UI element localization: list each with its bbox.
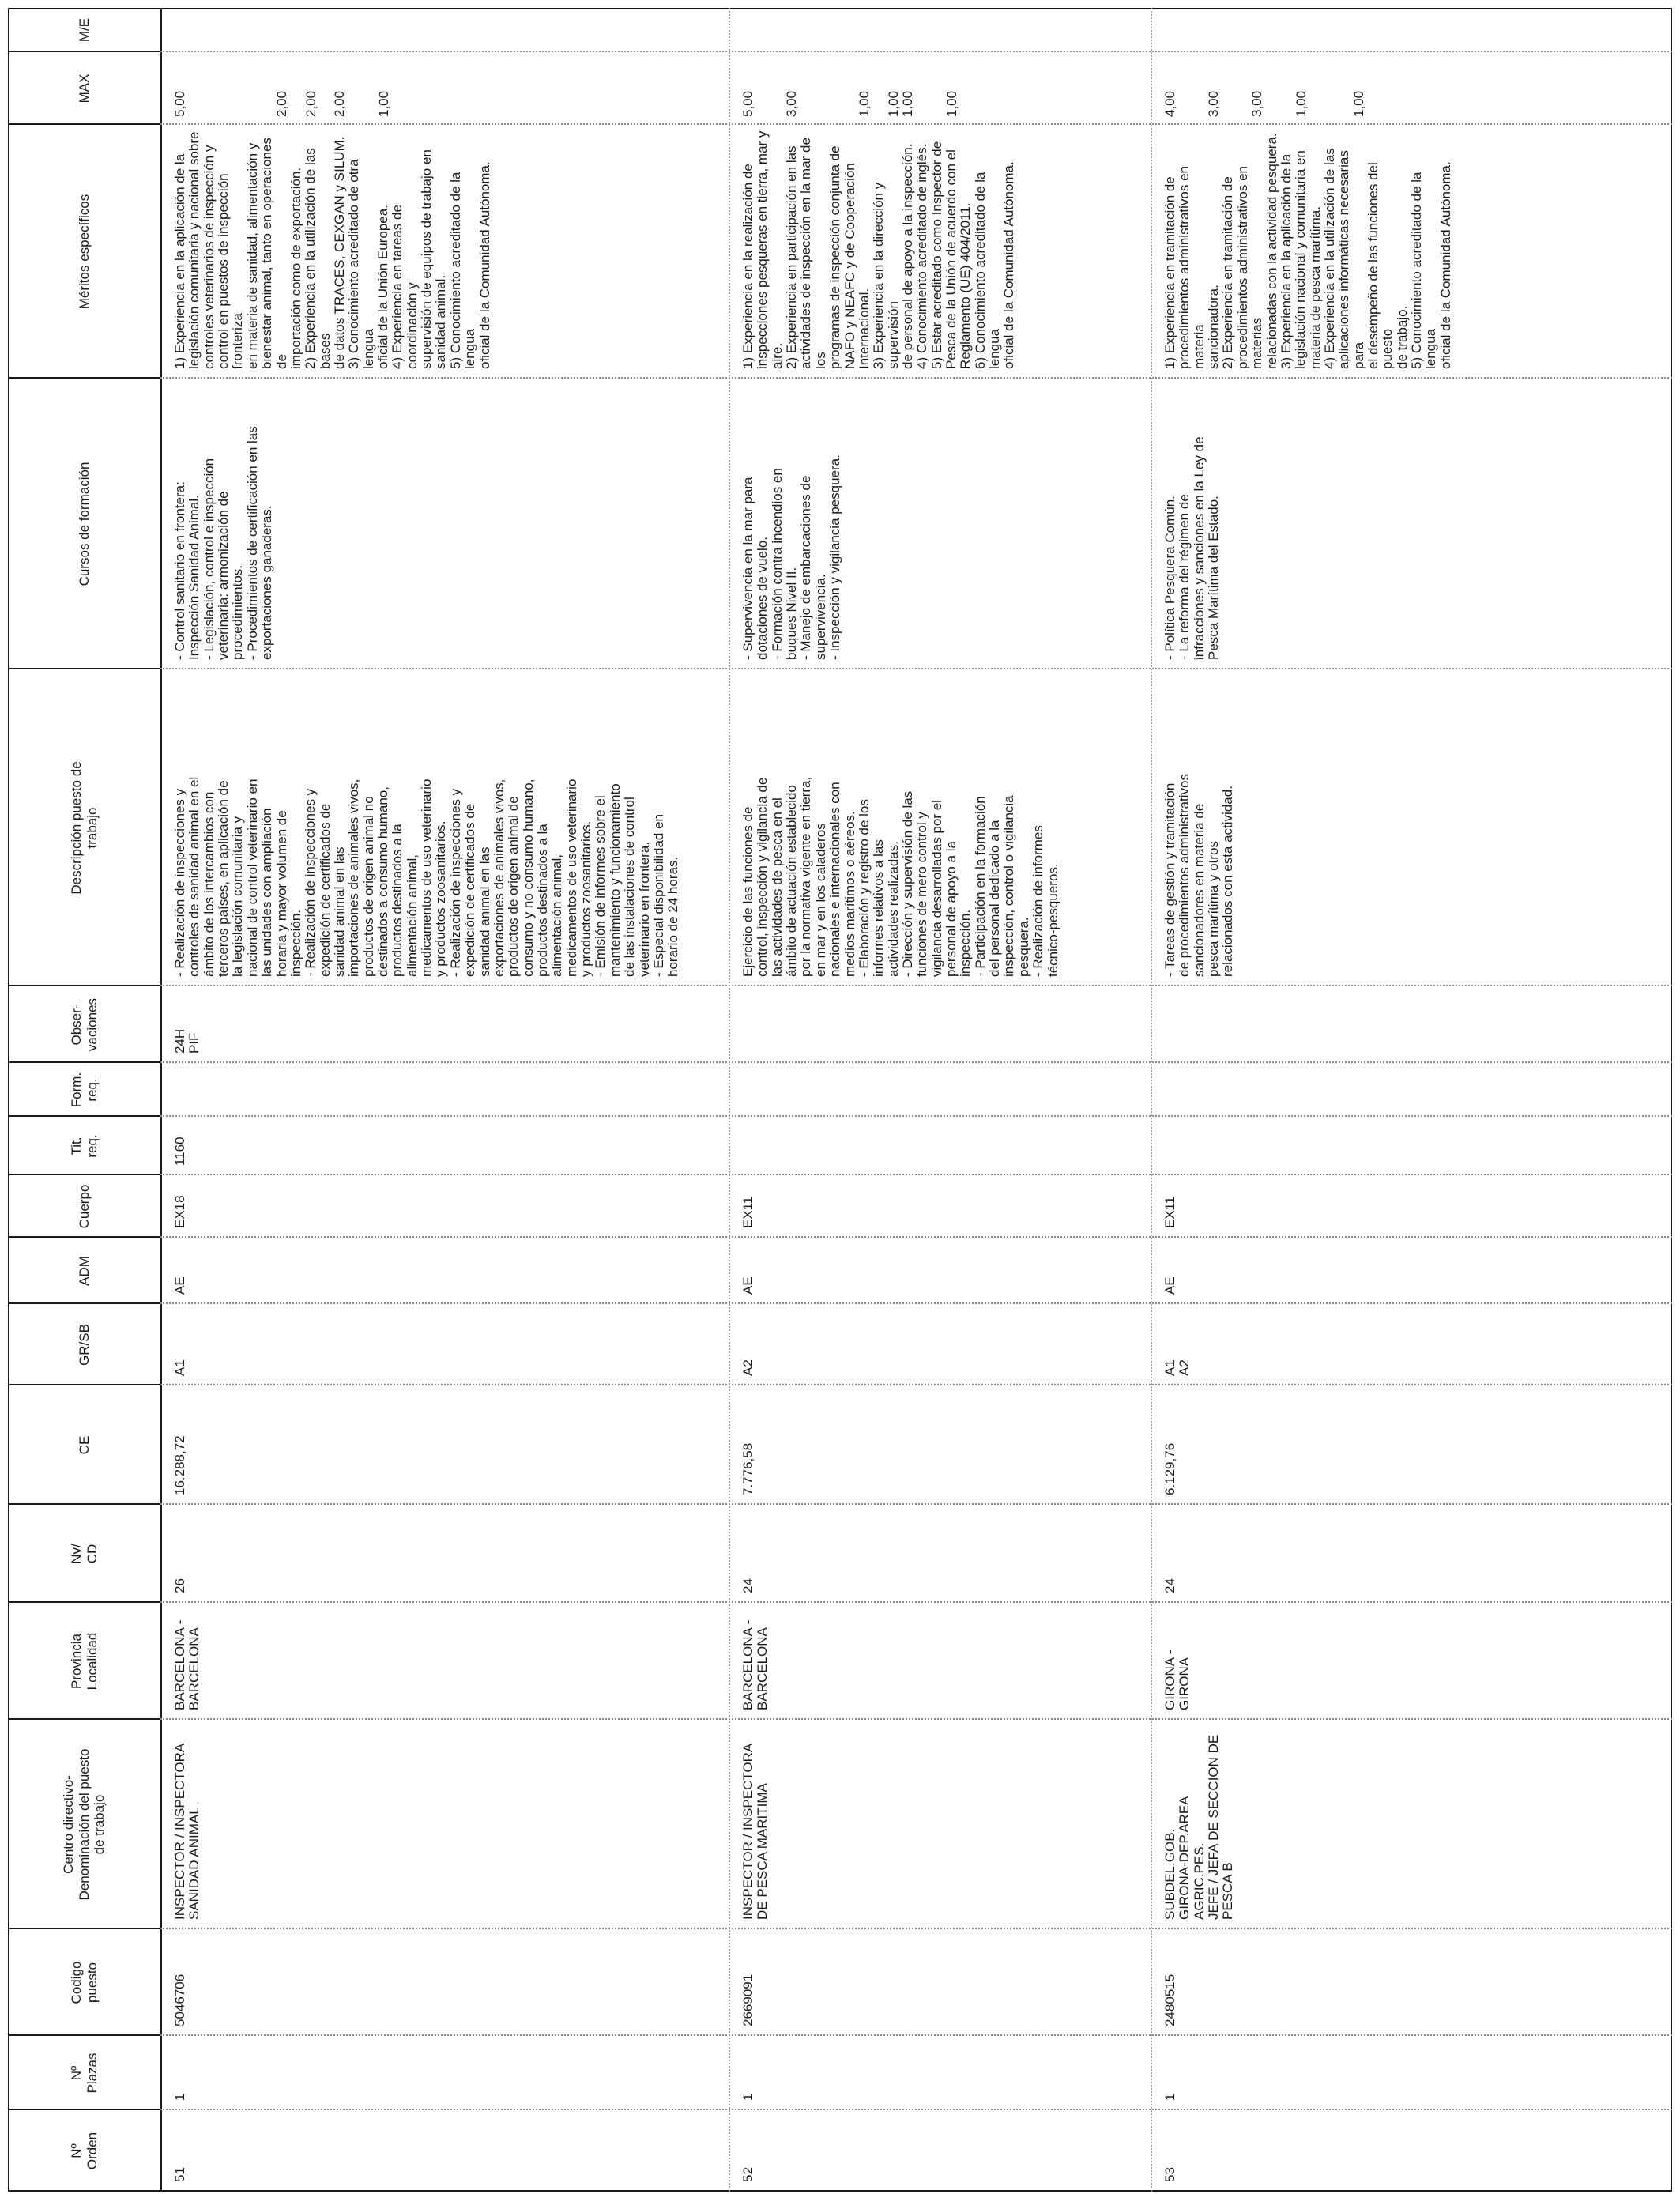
header-nivel: Nv/ CD [68,1544,100,1564]
cell-ce: 7.776,58 [740,1442,755,1495]
header-adm: ADM [76,1256,92,1286]
cell-ce: 6.129,76 [1162,1442,1177,1495]
col-cuerpo-body-rule [160,1236,1672,1238]
max-value: 2,00 [303,90,318,117]
cell-meritos: 1) Experiencia en la realización de inspecciones pesqueras en tierra, mar y aire. 2) Experiencia en participación en las actividades de inspección en la mar de los programas de inspección conjunta de NAFO y NEAFC y de Cooperación Internacional. 3) Experiencia en la dirección y supervisión de personal de apoyo a la inspección. 4) Conocimiento acreditado de inglés. 5) Estar acreditado como Inspector de Pesca de la Unión de acuerdo con el Reglamento (UE) 404/2011. 6) Conocimiento acreditado de la lengua oficial de la Comunidad Autónoma. [740,130,1017,369]
cell-descripcion: - Realización de inspecciones y controles de sanidad animal en el ámbito de los intercambios con terceros países, en aplicación de la legislación comunitaria y nacional de control veterinario en las unidades con ampliación horaria y mayor volumen de inspección. - Realización de inspecciones y expedición de certificados de sanidad animal en las importaciones de animales vivos, productos de origen animal no destinados a consumo humano, productos destinados a la alimentación animal, medicamentos de uso veterinario y productos zoosanitarios. - Realización de inspecciones y expedición de certificados de sanidad animal en las exportaciones de animales vivos, productos de origen animal de consumo y no consumo humano, productos destinados a la alimentación animal, medicamentos de uso veterinario y productos zoosanitarios. - Emisión de informes sobre el mantenimiento y funcionamiento de las instalaciones de control veterinario en frontera. - Especial disponibilidad en horario de 24 horas. [172,776,681,977]
col-centro-body-rule [160,1928,1672,1929]
header-cuerpo: Cuerpo [76,1184,92,1229]
cell-codigo: 2480515 [1162,1973,1177,2026]
cell-cuerpo: EX11 [1162,1196,1177,1228]
max-value: 5,00 [172,90,187,117]
cell-descripcion: - Tareas de gestión y tramitación de procedimientos administrativos sancionadores en materia de pesca marítima y otros relacionados con esta actividad. [1162,773,1236,977]
header-provincia: Provincia Localidad [68,1632,100,1691]
col-nivel-body-rule [160,1601,1672,1603]
max-value: 1,00 [1351,90,1367,117]
col-plazas-body-rule [160,2109,1672,2110]
cell-codigo: 5046706 [172,1973,187,2026]
col-grupo-body-rule [160,1384,1672,1385]
cell-nivel: 24 [1162,1578,1177,1593]
col-descripcion-body-rule [160,985,1672,986]
col-me-body-rule [160,51,1672,52]
header-codigo: Codigo puesto [68,1961,100,2004]
cell-cursos: - Supervivencia en la mar para dotaciones de vuelo. - Formación contra incendios en buques Nivel II. - Manejo de embarcaciones de supervivencia. - Inspección y vigilancia pesquera. [740,454,843,660]
cell-adm: AE [172,1276,187,1295]
col-formacion-body-rule [160,1115,1672,1117]
header-divider [160,8,162,2192]
cell-cursos: - Política Pesquera Común. - La reforma del régimen de infracciones y sanciones en la Ley de Pesca Marítima del Estado. [1162,436,1222,660]
header-orden: Nº Orden [68,2132,100,2170]
max-value: 3,00 [1249,90,1265,117]
col-adm-body-rule [160,1302,1672,1304]
max-value: 3,00 [1206,90,1222,117]
cell-descripcion: Ejercicio de las funciones de control, inspección y vigilancia de las actividades de pesca en el ámbito de actuación establecido por la normativa vigente en tierra, en mar y en los caladeros nacionales e internacionales con medios marítimos o aéreos. - Elaboración y registro de los informes relativos a las actividades realizadas. - Dirección y supervisión de las funciones de mero control y vigilancia desarrolladas por el personal de apoyo a la inspección. - Participación en la formación del personal dedicado a la inspección, control o vigilancia pesquera. - Realización de informes técnico-pesqueros. [740,776,1060,977]
cell-plazas: 1 [172,2093,187,2101]
col-cursos-body-rule [160,668,1672,669]
cell-codigo: 2669091 [740,1973,755,2026]
cell-meritos: 1) Experiencia en tramitación de procedimientos administrativos en materia sancionadora. 2) Experiencia en tramitación de procedimientos administrativos en materias relacionadas con la actividad pesquera. 3) Experiencia en la aplicación de la legislación nacional y comunitaria en materia de pesca marítima. 4) Experiencia en la utilización de las aplicaciones informáticas necesarias para el desempeño de las funciones del puesto de trabajo. 5) Conocimiento acreditado de la lengua oficial de la Comunidad Autónoma. [1162,133,1453,369]
col-max-body-rule [160,123,1672,125]
max-value: 1,00 [375,90,391,117]
header-ce: CE [76,1435,92,1455]
col-provincia-body-rule [160,1718,1672,1720]
cell-orden: 52 [740,2167,755,2182]
cell-grupo: A1 A2 [1162,1359,1192,1376]
max-value: 2,00 [273,90,289,117]
header-meritos: Méritos específicos [76,194,92,310]
max-value: 1,00 [1293,90,1309,117]
col-ce-body-rule [160,1503,1672,1505]
col-observaciones-body-rule [160,1061,1672,1063]
header-observaciones: Obser- vaciones [68,997,100,1052]
cell-observaciones: 24H PIF [172,1028,202,1054]
max-value: 1,00 [944,90,959,117]
row-separator [729,8,730,2192]
cell-cuerpo: EX18 [172,1195,187,1228]
header-centro: Centro directivo- Denominación del puesto de trabajo [61,1748,107,1901]
cell-grupo: A2 [740,1359,755,1376]
cell-plazas: 1 [1162,2093,1177,2101]
cell-nivel: 26 [172,1578,187,1593]
cell-orden: 51 [172,2167,187,2182]
col-titulacion-body-rule [160,1174,1672,1175]
cell-provincia: BARCELONA - BARCELONA [740,1619,770,1710]
cell-titulacion: 1160 [172,1137,187,1166]
row-separator [1151,8,1152,2192]
header-plazas: Nº Plazas [68,2053,100,2094]
cell-cuerpo: EX11 [740,1196,755,1228]
cell-ce: 16.288,72 [172,1435,187,1495]
cell-centro: SUBDEL.GOB. GIRONA-DEP.AREA AGRIC.PES. JEFE / JEFA DE SECCION DE PESCA B [1162,1734,1236,1920]
max-value: 1,00 [857,90,872,117]
cell-orden: 53 [1162,2167,1177,2182]
max-value: 3,00 [784,90,800,117]
max-value: 1,00 [900,90,916,117]
cell-grupo: A1 [172,1359,187,1376]
col-codigo-body-rule [160,2034,1672,2036]
header-descripcion: Descripción puesto de trabajo [68,761,100,895]
cell-adm: AE [740,1276,755,1295]
cell-plazas: 1 [740,2093,755,2101]
cell-provincia: GIRONA - GIRONA [1162,1649,1192,1710]
cell-centro: INSPECTOR / INSPECTORA DE PESCA MARITIMA [740,1743,770,1920]
header-cursos: Cursos de formación [76,462,92,586]
cell-cursos: - Control sanitario en frontera: Inspección Sanidad Animal. - Legislación, control e inspección veterinaria: armonización de procedimientos. - Procedimientos de certificación en las exportaciones ganaderas. [172,426,275,660]
cell-nivel: 24 [740,1578,755,1593]
cell-meritos: 1) Experiencia en la aplicación de la legislación comunitaria y nacional sobre controles veterinarios de inspección y control en puestos de inspección fronteriza en materia de sanidad, alimentación y bienestar animal, tanto en operaciones de importación como de exportación. 2) Experiencia en la utilización de las bases de datos TRACES, CEXGAN y SILUM. 3) Conocimiento acreditado de otra lengua oficial de la Unión Europea. 4) Experiencia en tareas de coordinación y supervisión de equipos de trabajo en sanidad animal. 5) Conocimiento acreditado de la lengua oficial de la Comunidad Autónoma. [172,131,492,369]
header-formacion: Form. req. [68,1072,100,1108]
header-grupo: GR/SB [76,1324,92,1366]
col-meritos-body-rule [160,377,1672,379]
max-value: 2,00 [332,90,348,117]
max-value: 4,00 [1162,90,1177,117]
cell-adm: AE [1162,1276,1177,1295]
max-value: 1,00 [886,90,901,117]
header-me: M/E [76,17,92,43]
header-titulacion: Tit. req. [68,1134,100,1158]
cell-provincia: BARCELONA - BARCELONA [172,1619,202,1710]
cell-centro: INSPECTOR / INSPECTORA SANIDAD ANIMAL [172,1743,202,1920]
header-max: MAX [76,74,92,104]
max-value: 5,00 [740,90,755,117]
